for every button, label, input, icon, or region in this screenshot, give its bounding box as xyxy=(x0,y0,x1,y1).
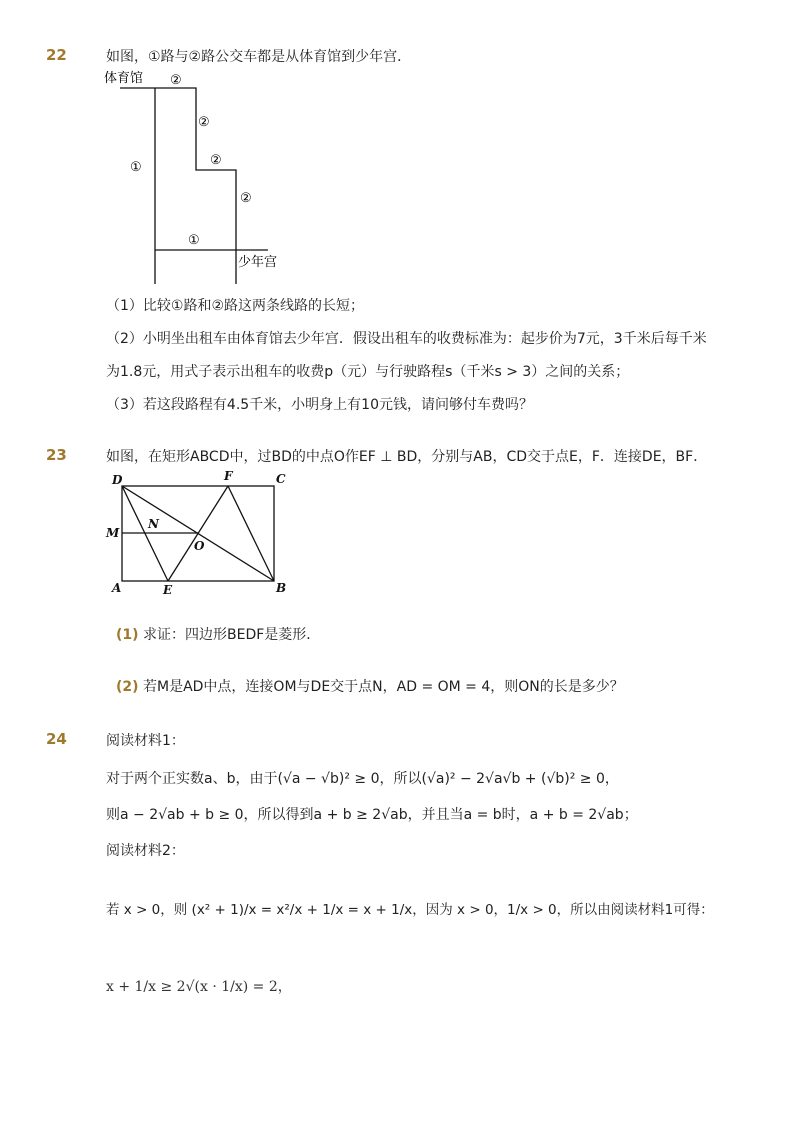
q23-sub2-text: 若M是AD中点，连接OM与DE交于点N，AD = OM = 4，则ON的长是多少？ xyxy=(143,679,624,695)
q23-sub1-number: (1) xyxy=(116,627,139,643)
q22-part3: （3）若这段路程有4.5千米，小明身上有10元钱，请问够付车费吗？ xyxy=(106,397,533,413)
q22-part2-line1: （2）小明坐出租车由体育馆去少年宫．假设出租车的收费标准为：起步价为7元，3千米后每千米 xyxy=(106,331,707,347)
route1-label-b: ① xyxy=(188,233,200,248)
label-end: 少年宫 xyxy=(238,255,278,270)
label-E: E xyxy=(163,583,173,597)
q24-material2-line: 若 x > 0，则 (x² + 1)/x = x²/x + 1/x = x + 1/x，因为 x > 0，1/x > 0，所以由阅读材料1可得： xyxy=(106,902,714,918)
label-A: A xyxy=(112,581,122,595)
q24-material2-title: 阅读材料2： xyxy=(106,843,185,859)
route2-label-d: ② xyxy=(240,191,252,206)
bus-route-diagram xyxy=(100,66,300,291)
q23-sub2 xyxy=(116,676,624,696)
label-F: F xyxy=(224,469,233,483)
label-N: N xyxy=(148,517,159,531)
q24-material1-line2: 则a − 2√ab + b ≥ 0，所以得到a + b ≥ 2√ab，并且当a = b时，a + b = 2√ab； xyxy=(106,807,638,823)
question-number-22: 22 xyxy=(46,46,67,64)
q22-part2-line2: 为1.8元，用式子表示出租车的收费p（元）与行驶路程s（千米s > 3）之间的关系； xyxy=(106,364,630,380)
q23-sub2-number: (2) xyxy=(116,679,139,695)
label-O: O xyxy=(194,539,205,553)
q24-material1-title: 阅读材料1： xyxy=(106,733,185,749)
label-C: C xyxy=(276,472,286,486)
question-number-23: 23 xyxy=(46,446,67,464)
q23-sub1 xyxy=(116,624,320,644)
q22-part1: （1）比较①路和②路这两条线路的长短； xyxy=(106,298,365,314)
rectangle-diagram xyxy=(100,470,300,600)
route2-label-a: ② xyxy=(170,73,182,88)
q23-stem: 如图，在矩形ABCD中，过BD的中点O作EF ⊥ BD，分别与AB，CD交于点E，F．连接DE，BF． xyxy=(106,449,708,465)
q23-sub1-text: 求证：四边形BEDF是菱形． xyxy=(143,627,321,643)
route2-path xyxy=(120,88,236,284)
q24-material2-result: x + 1/x ≥ 2√(x · 1/x) = 2， xyxy=(106,979,292,995)
label-D: D xyxy=(112,473,123,487)
route2-label-c: ② xyxy=(210,153,222,168)
route2-label-b: ② xyxy=(198,115,210,130)
route1-label-a: ① xyxy=(130,160,142,175)
label-B: B xyxy=(276,581,287,595)
label-start: 体育馆 xyxy=(104,71,144,86)
question-number-24: 24 xyxy=(46,730,67,748)
q22-stem: 如图，①路与②路公交车都是从体育馆到少年宫． xyxy=(106,49,412,65)
label-M: M xyxy=(106,526,120,540)
q24-material1-line1: 对于两个正实数a、b，由于(√a − √b)² ≥ 0，所以(√a)² − 2√a√b + (√b)² ≥ 0， xyxy=(106,771,619,787)
